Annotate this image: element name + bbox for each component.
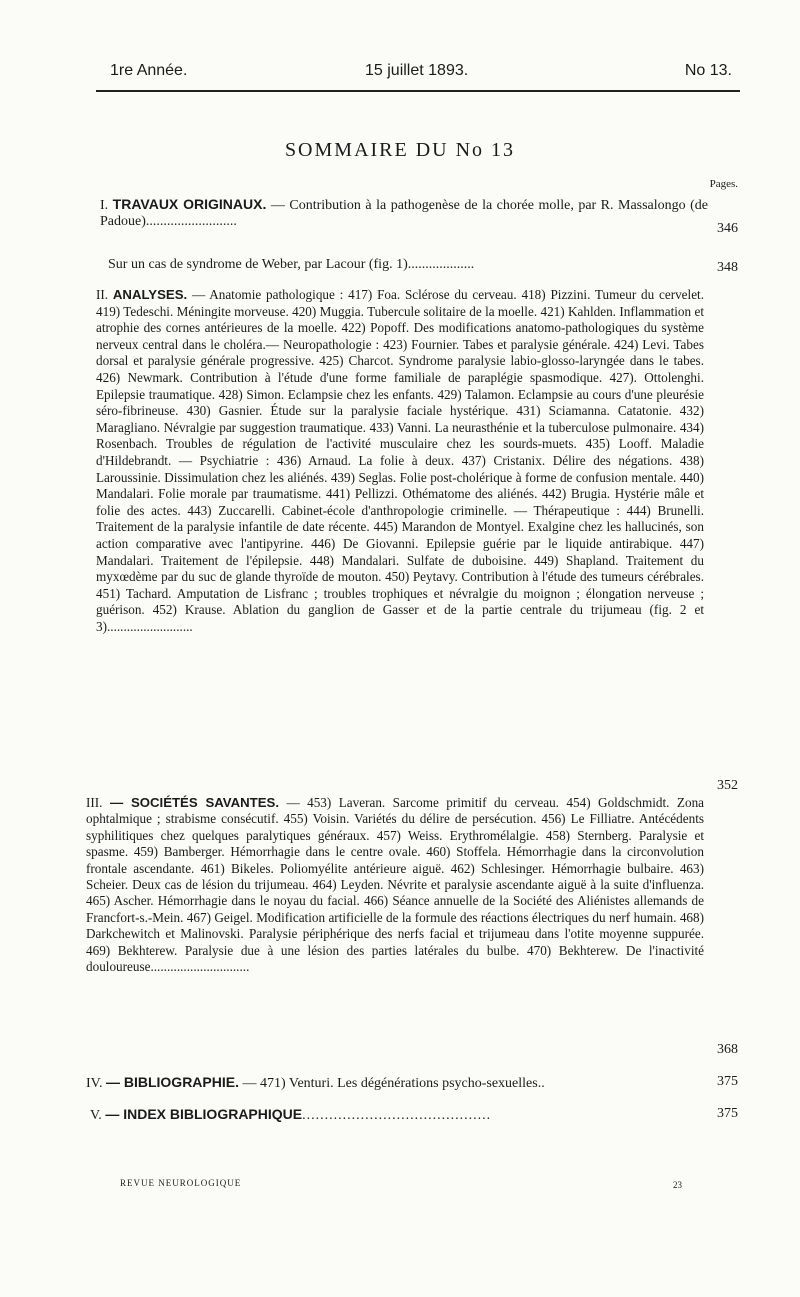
footer-journal: REVUE NEUROLOGIQUE [120, 1178, 242, 1188]
section-text: — 453) Laveran. Sarcome primitif du cerveau. 454) Goldschmidt. Zona ophtalmique ; strabisme consécutif. 455) Voisin. Variétés du délire de persécution. 456) Le Filliatre. Antécédents syphilitiques chez quelques paralytiques généraux. 457) Weiss. Erythromélalgie. 458) Sternberg. Paralysie et spasme. 459) Bamberger. Hémorrhagie dans le centre ovale. 460) Stoffela. Hémorrhagie dans la circonvolution frontale ascendante. 461) Bikeles. Poliomyélite antérieure aiguë. 462) Schlesinger. Hémorrhagie bulbaire. 463) Scheier. Deux cas de lésion du trijumeau. 464) Leyden. Névrite et paralysie ascendante aiguë à la suite d'influenza. 465) Ascher. Hémorrhagie dans le noyau du facial. 466) Séance annuelle de la Société des Aliénistes allemands de Francfort-s.-Mein. 467) Geigel. Modification artificielle de la formule des réactions électriques du nerf humain. 468) Darkchewitch et Malinovski. Paralysie périphérique des nerfs facial et trijumeau dans l'otite moyenne suppurée. 469) Bekhterew. Paralysie due à une lésion des parties latérales du bulbe. 470) Bekhterew. De l'inactivité douloureuse.............................. [86, 795, 705, 975]
toc-entry-1 [100, 196, 708, 230]
page-number: 348 [717, 260, 738, 275]
section-text: — 471) Venturi. Les dégénérations psycho-sexuelles.. [242, 1076, 545, 1091]
toc-entry-5 [86, 1074, 704, 1092]
header-rule [96, 90, 740, 92]
page-title: SOMMAIRE DU No 13 [284, 139, 516, 161]
header-date: 15 juillet 1893. [365, 62, 469, 79]
page-number: 368 [717, 1042, 738, 1057]
section-text: — Anatomie pathologique : 417) Foa. Sclérose du cerveau. 418) Pizzini. Tumeur du cervelet. 419) Tedeschi. Méningite morveuse. 420) Muggia. Tubercule solitaire de la moelle. 421) Kahlden. Inflammation et atrophie des cornes antérieures de la moelle. 422) Popoff. Des modifications anatomo-pathologiques du système nerveux central dans le choléra.— Neuropathologie : 423) Fournier. Tabes et paralysie générale. 424) Levi. Tabes dorsal et paralysie générale progressive. 425) Charcot. Syndrome paralysie labio-glosso-laryngée dans le tabes. 426) Newmark. Contribution à l'étude d'une forme familiale de paraplégie spasmodique. 427). Ottolenghi. Epilepsie traumatique. 428) Simon. Eclampsie chez les enfants. 429) Talamon. Eclampsie au cours d'une pleurésie séro-fibrineuse. 430) Gasnier. Étude sur la paralysie faciale hystérique. 431) Sciamanna. Catatonie. 432) Maragliano. Névralgie par suggestion traumatique. 433) Vanni. La neurasthénie et la tuberculose pulmonaire. 434) Rosenbach. Troubles de régulation de l'activité musculaire chez les sourds-muets. 435) Looff. Maladie d'Hildebrandt. — Psychiatrie : 436) Arnaud. La folie à deux. 437) Cristanix. Délire des négations. 438) Laroussinie. Dissimulation chez les aliénés. 439) Seglas. Folie post-cholérique à forme de confusion mentale. 440) Mandalari. Folie morale par traumatisme. 441) Pellizzi. Othématome des aliénés. 442) Brugia. Hystérie mâle et folie des actes. 443) Zuccarelli. Cabinet-école d'anthropologie criminelle. — Thérapeutique : 444) Brunelli. Traitement de la paralysie infantile de date récente. 445) Marandon de Montyel. Exalgine chez les hallucinés, son action comparative avec l'antipyrine. 446) De Giovanni. Epilepsie guérie par le liquide antirabique. 447) Mandalari. Traitement de l'épilepsie. 448) Mandalari. Sulfate de duboisine. 449) Shapland. Traitement du myxœdème par du suc de glande thyroïde de mouton. 450) Peytavy. Contribution à l'étude des tumeurs cérébrales. 451) Tachard. Amputation de Lisfranc ; troubles trophiques et névralgie du moignon ; élongation nerveuse ; guérison. 452) Krause. Ablation du ganglion de Gasser et de la partie centrale du trijumeau (fig. 2 et 3).......................... [96, 287, 705, 634]
section-heading: — SOCIÉTÉS SAVANTES. [109, 795, 279, 810]
section-numeral: II. [96, 287, 109, 302]
section-text: — Contribution à la pathogenèse de la chorée molle, par R. Massalongo (de Padoue).......................... [100, 198, 709, 229]
section-heading: — BIBLIOGRAPHIE. [105, 1074, 239, 1090]
page-header [110, 62, 732, 84]
page-number: 352 [717, 778, 738, 793]
section-heading: TRAVAUX ORIGINAUX. [112, 196, 267, 212]
footer-sheet-number: 23 [673, 1180, 682, 1190]
toc-entry-4 [86, 795, 704, 975]
header-year: 1re Année. [110, 62, 188, 79]
section-text: .......................................... [302, 1108, 492, 1123]
section-numeral: III. [86, 795, 103, 810]
section-heading: ANALYSES. [112, 287, 188, 302]
section-numeral: V. [90, 1108, 102, 1123]
section-text: Sur un cas de syndrome de Weber, par Lacour (fig. 1)................... [108, 257, 475, 272]
page-number: 375 [717, 1074, 738, 1089]
pages-column-label: Pages. [709, 178, 738, 190]
toc-entry-2 [108, 257, 708, 273]
section-numeral: I. [100, 198, 109, 213]
section-numeral: IV. [86, 1076, 103, 1091]
toc-entry-3 [96, 287, 704, 635]
header-issue: No 13. [684, 62, 732, 79]
toc-entry-6 [90, 1106, 704, 1124]
page-number: 346 [717, 221, 738, 236]
section-heading: — INDEX BIBLIOGRAPHIQUE [105, 1106, 303, 1122]
page-number: 375 [717, 1106, 738, 1121]
